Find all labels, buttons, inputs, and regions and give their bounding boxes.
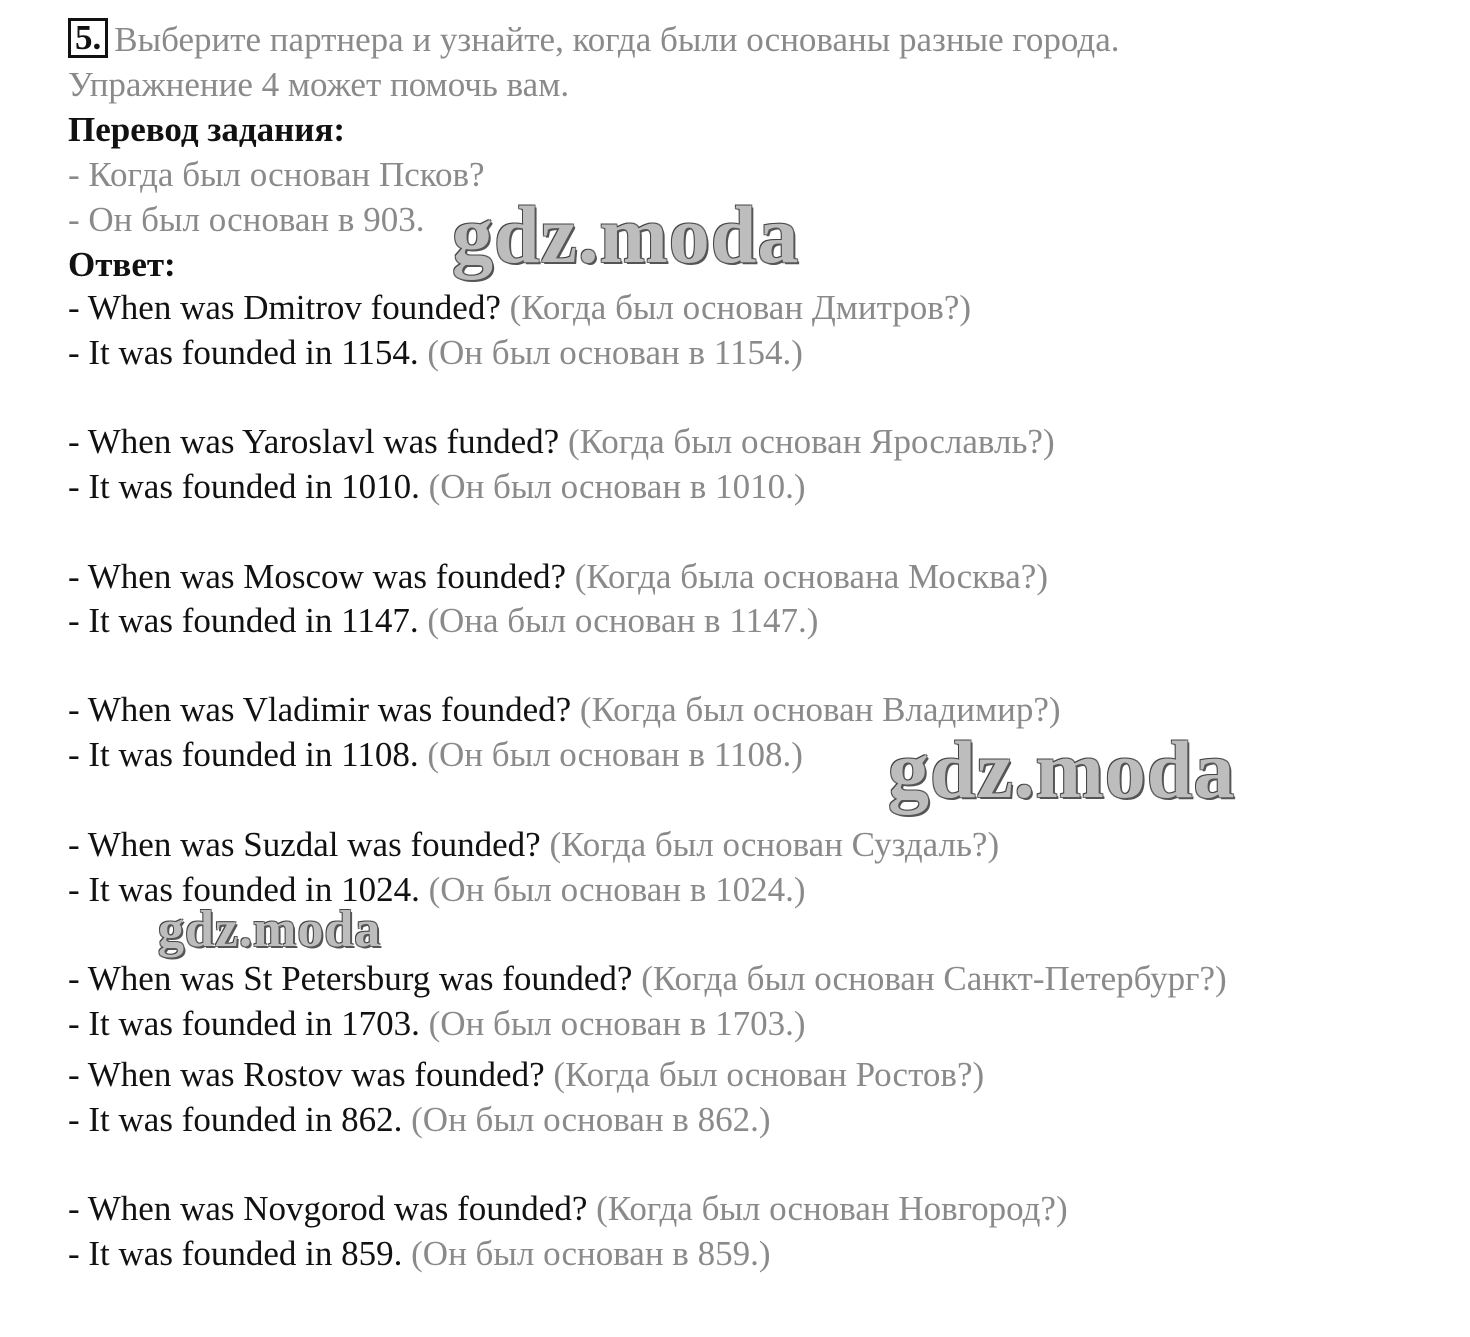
question-en: - When was Moscow was founded? (68, 557, 566, 596)
qa-answer (68, 601, 818, 641)
question-ru: (Когда был основан Дмитров?) (509, 288, 972, 327)
qa-question (68, 557, 1048, 597)
question-en: - When was Rostov was founded? (68, 1055, 545, 1094)
answer-en: - It was founded in 1154. (68, 333, 428, 372)
qa-question (68, 288, 971, 328)
answer-en: - It was founded in 859. (68, 1234, 412, 1273)
answer-en: - It was founded in 1024. (68, 870, 429, 909)
answer-en: - It was founded in 1010. (68, 467, 429, 506)
answer-ru: (Он был основан в 1154.) (427, 333, 803, 372)
question-ru: (Когда был основан Санкт-Петербург?) (641, 959, 1227, 998)
question-ru: (Когда был основан Ярославль?) (567, 422, 1055, 461)
watermark-logo: gdz.moda (452, 189, 800, 280)
qa-question (68, 1055, 984, 1095)
task-number: 5. (68, 18, 108, 58)
watermark-logo: gdz.moda (888, 724, 1236, 815)
answer-ru: (Он был основан в 862.) (411, 1100, 771, 1139)
answer-heading: Ответ: (68, 245, 176, 284)
qa-answer (68, 1100, 771, 1140)
qa-answer (68, 333, 803, 373)
qa-answer (68, 467, 806, 507)
qa-question (68, 959, 1227, 999)
qa-answer (68, 735, 803, 775)
answer-ru: (Он был основан в 1108.) (427, 735, 803, 774)
qa-answer (68, 1234, 771, 1274)
question-ru: (Когда был основан Владимир?) (579, 690, 1061, 729)
question-en: - When was Dmitrov founded? (68, 288, 501, 327)
qa-question (68, 1189, 1068, 1229)
qa-question (68, 422, 1055, 462)
answer-ru: (Он был основан в 1703.) (428, 1004, 806, 1043)
answer-en: - It was founded in 1147. (68, 601, 428, 640)
task-instruction-text: Выберите партнера и узнайте, когда были основаны разные города. (114, 20, 1120, 59)
qa-question (68, 825, 999, 865)
question-en: - When was Yaroslavl was funded? (68, 422, 560, 461)
translation-question: - Когда был основан Псков? (68, 155, 485, 194)
answer-ru: (Он был основан в 1010.) (428, 467, 806, 506)
question-en: - When was St Petersburg was founded? (68, 959, 633, 998)
answer-en: - It was founded in 1703. (68, 1004, 429, 1043)
qa-answer (68, 1004, 806, 1044)
question-en: - When was Vladimir was founded? (68, 690, 572, 729)
question-en: - When was Suzdal was founded? (68, 825, 541, 864)
answer-ru: (Она был основан в 1147.) (427, 601, 819, 640)
question-en: - When was Novgorod was founded? (68, 1189, 588, 1228)
question-ru: (Когда был основан Новгород?) (596, 1189, 1068, 1228)
task-instruction-line-1 (68, 20, 1119, 60)
translation-heading: Перевод задания: (68, 110, 346, 149)
watermark-logo: gdz.moda (158, 901, 382, 958)
answer-ru: (Он был основан в 1024.) (428, 870, 806, 909)
question-ru: (Когда была основана Москва?) (574, 557, 1048, 596)
question-ru: (Когда был основан Ростов?) (553, 1055, 985, 1094)
translation-answer: - Он был основан в 903. (68, 200, 425, 239)
answer-ru: (Он был основан в 859.) (411, 1234, 771, 1273)
question-ru: (Когда был основан Суздаль?) (549, 825, 1000, 864)
answer-en: - It was founded in 1108. (68, 735, 419, 774)
answer-en: - It was founded in 862. (68, 1100, 403, 1139)
task-instruction-line-2: Упражнение 4 может помочь вам. (68, 65, 570, 104)
